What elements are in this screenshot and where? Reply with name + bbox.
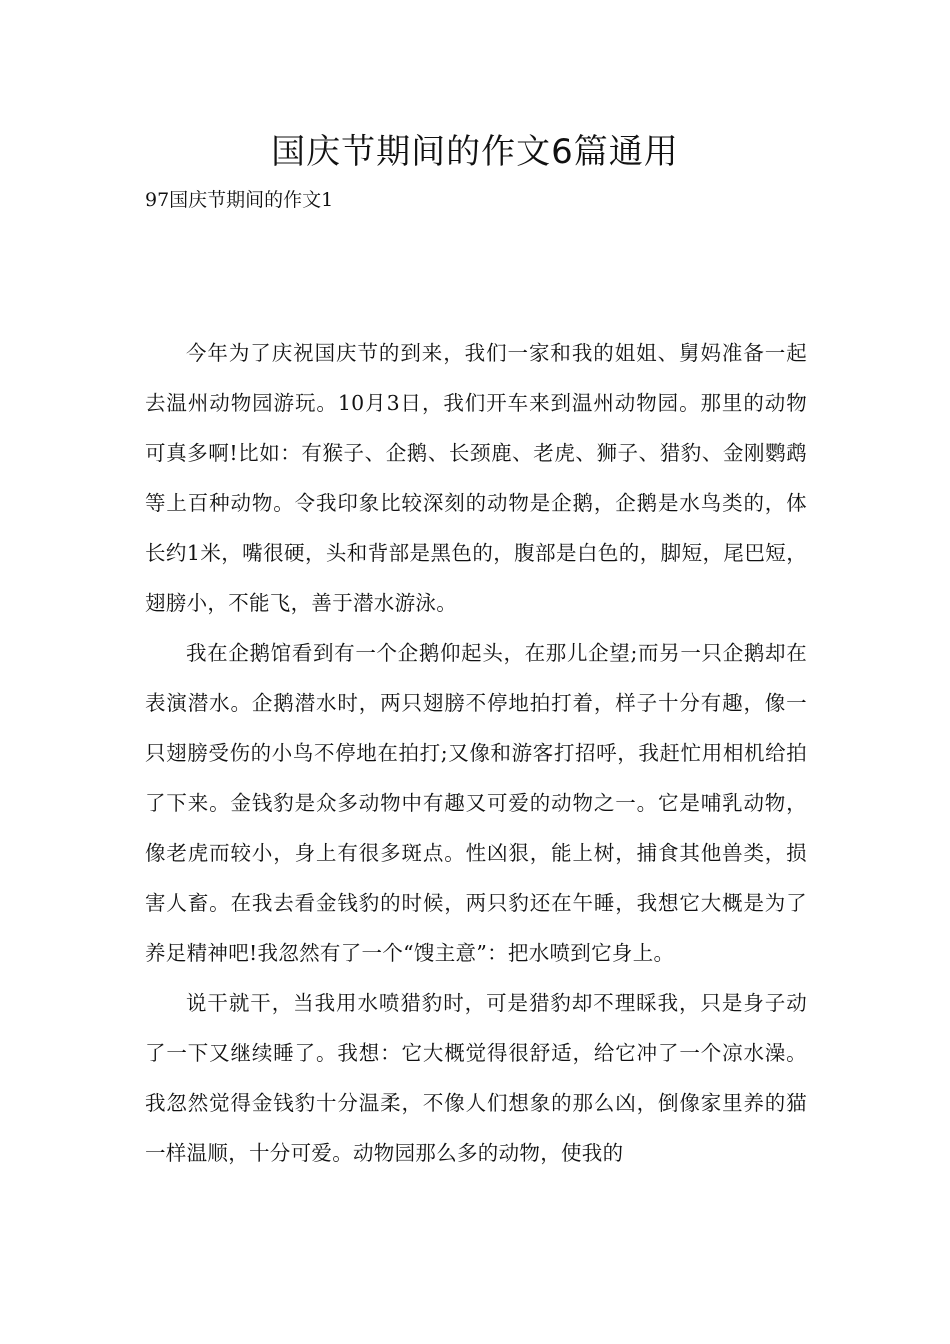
document-subtitle: 97国庆节期间的作文1 bbox=[145, 189, 334, 211]
paragraph-3: 说干就干，当我用水喷猎豹时，可是猎豹却不理睬我，只是身子动了一下又继续睡了。我想：它大概觉得很舒适，给它冲了一个凉水澡。我忽然觉得金钱豹十分温柔，不像人们想象的那么凶，倒像家里养的猫一样温顺，十分可爱。动物园那么多的动物，使我的 bbox=[145, 991, 807, 1165]
document-title: 国庆节期间的作文6篇通用 bbox=[271, 132, 679, 172]
paragraph-1: 今年为了庆祝国庆节的到来，我们一家和我的姐姐、舅妈准备一起去温州动物园游玩。10月3日，我们开车来到温州动物园。那里的动物可真多啊!比如：有猴子、企鹅、长颈鹿、老虎、狮子、猎豹、金刚鹦鹉等上百种动物。令我印象比较深刻的动物是企鹅，企鹅是水鸟类的，体长约1米，嘴很硬，头和背部是黑色的，腹部是白色的，脚短，尾巴短，翅膀小，不能飞，善于潜水游泳。 bbox=[145, 341, 807, 615]
paragraph-2: 我在企鹅馆看到有一个企鹅仰起头，在那儿企望;而另一只企鹅却在表演潜水。企鹅潜水时，两只翅膀不停地拍打着，样子十分有趣，像一只翅膀受伤的小鸟不停地在拍打;又像和游客打招呼，我赶忙用相机给拍了下来。金钱豹是众多动物中有趣又可爱的动物之一。它是哺乳动物，像老虎而较小，身上有很多斑点。性凶狠，能上树，捕食其他兽类，损害人畜。在我去看金钱豹的时候，两只豹还在午睡，我想它大概是为了养足精神吧!我忽然有了一个“馊主意”：把水喷到它身上。 bbox=[145, 641, 807, 965]
document-body bbox=[145, 328, 807, 1178]
